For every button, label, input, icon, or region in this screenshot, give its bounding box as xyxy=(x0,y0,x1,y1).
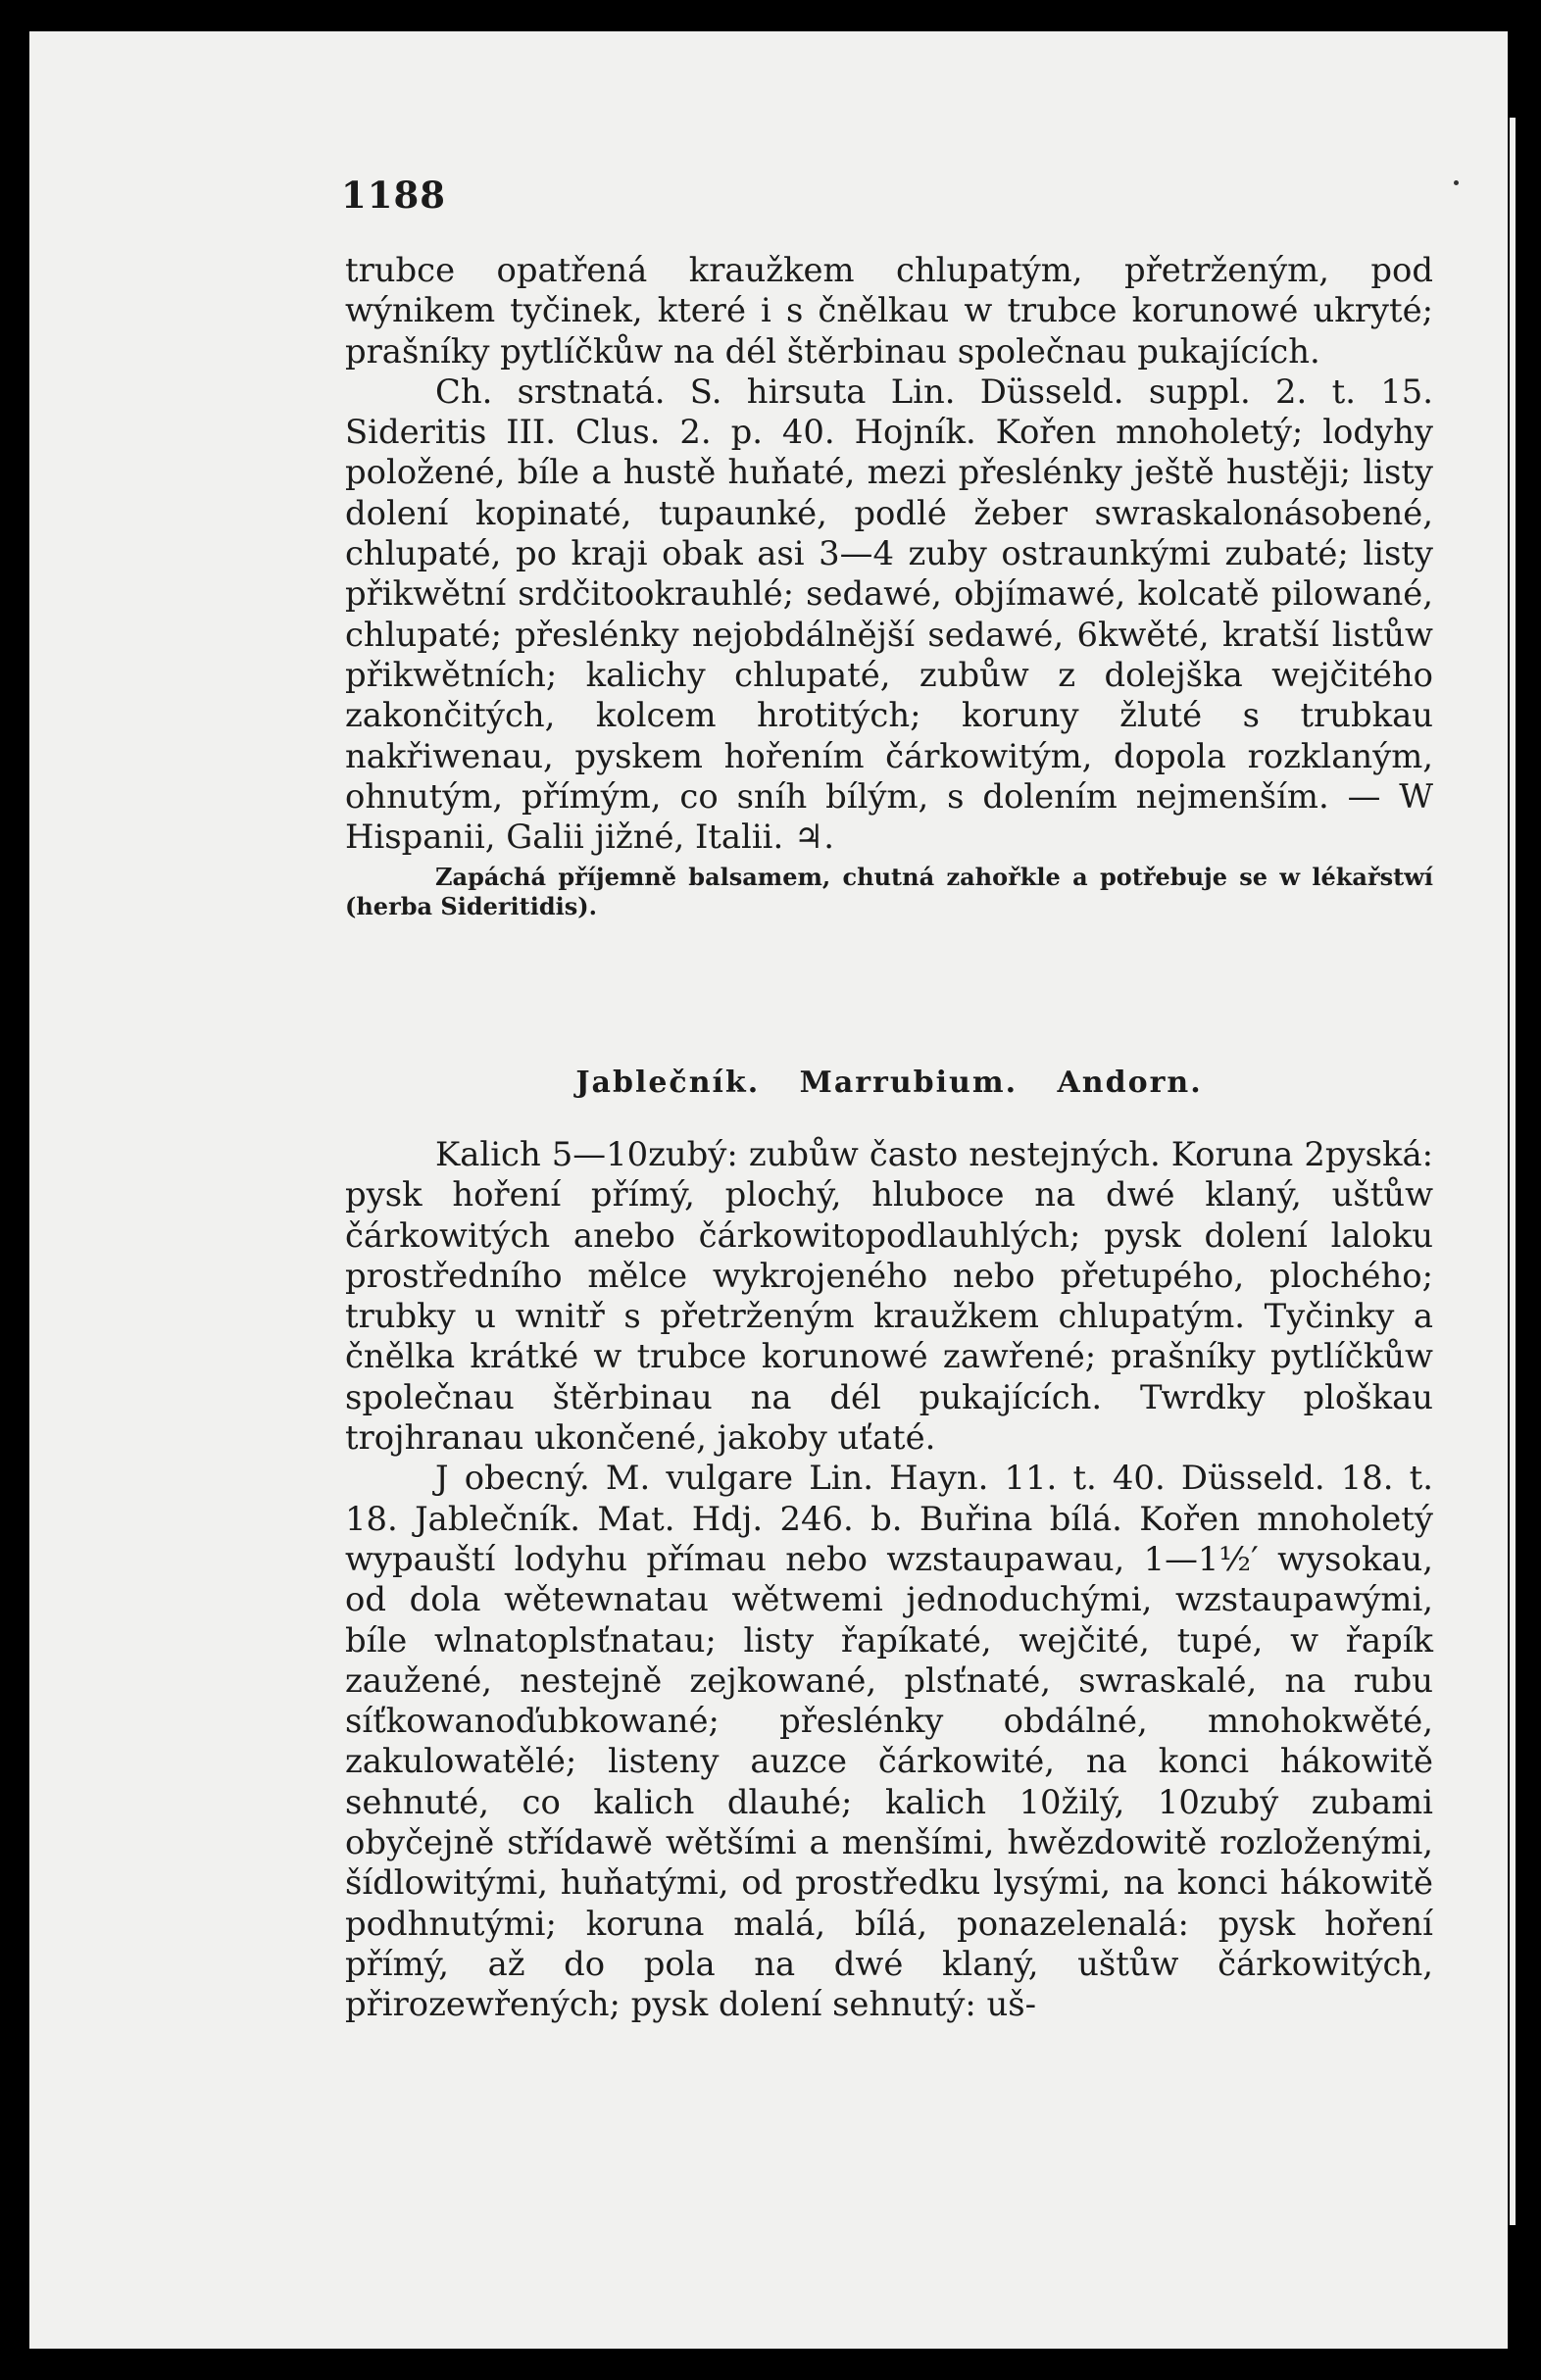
genus-description: Kalich 5—10zubý: zubůw často nestejných. Koruna 2pyská: pysk hoření přímý, plochý, hluboce na dwé klaný, uštůw čárkowitých anebo čárkowitopodlauhlých; pysk dolení laloku prostředního mělce wykrojeného nebo přetupého, plochého; trubky u wnitř s přetrženým kraužkem chlupatým. Tyčinky a čnělka krátké w trubce korunowé zawřené; prašníky pytlíčkůw společnau štěrbinau na dél pukajících. Twrdky ploškau trojhranau ukončené, jakoby uťaté. xyxy=(345,1135,1433,1458)
page-number: 1188 xyxy=(341,174,446,217)
book-page xyxy=(29,31,1508,2349)
intro-paragraph: trubce opatřená kraužkem chlupatým, přetrženým, pod wýnikem tyčinek, které i s čnělkau w trubce korunowé ukryté; prašníky pytlíčkůw na dél štěrbinau společnau pukajících. xyxy=(345,251,1433,371)
genus-heading xyxy=(345,1066,1433,1100)
ink-speck xyxy=(1454,180,1459,185)
section-marrubium xyxy=(345,1134,1433,2025)
genus-name-latin: Marrubium. xyxy=(799,1066,1019,1100)
page-edge xyxy=(1510,118,1516,2225)
species-entry-sideritis-hirsuta: Ch. srstnatá. S. hirsuta Lin. Düsseld. suppl. 2. t. 15. Sideritis III. Clus. 2. p. 40. Hojník. Kořen mnoholetý; lodyhy položené, bíle a hustě huňaté, mezi přeslénky ještě hustěji; listy dolení kopinaté, tupaunké, podlé žeber swraskalonásobené, chlupaté, po kraji obak asi 3—4 zuby ostraunkými zubaté; listy přikwětní srdčitookrauhlé; sedawé, objímawé, kolcatě pilowané, chlupaté; přeslénky nejobdálnější sedawé, 6kwěté, kratší listůw přikwětních; kalichy chlupaté, zubůw z dolejška wejčitého zakončitých, kolcem hrotitých; koruny žluté s trubkau nakřiwenau, pyskem hořením čárkowitým, dopola rozklaným, ohnutým, přímým, co sníh bílým, s dolením nejmenším. — W Hispanii, Galii jižné, Italii. ♃. xyxy=(345,372,1433,857)
usage-note: Zapáchá příjemně balsamem, chutná zahořkle a potřebuje se w lékařstwí (herba Sideritidis). xyxy=(345,863,1433,921)
genus-name-german: Andorn. xyxy=(1057,1066,1203,1100)
species-entry-marrubium-vulgare: J obecný. M. vulgare Lin. Hayn. 11. t. 40. Düsseld. 18. t. 18. Jablečník. Mat. Hdj. 246. b. Buřina bílá. Kořen mnoholetý wypauští lodyhu přímau nebo wzstaupawau, 1—1½′ wysokau, od dola wětewnatau wětwemi jednoduchými, wzstaupawými, bíle wlnatoplsťnatau; listy řapíkaté, wejčité, tupé, w řapík zaužené, nestejně zejkowané, plsťnaté, swraskalé, na rubu síťkowanoďubkowané; přeslénky obdálné, mnohokwěté, zakulowatělé; listeny auzce čárkowité, na konci hákowitě sehnuté, co kalich dlauhé; kalich 10žilý, 10zubý zubami obyčejně střídawě wětšími a menšími, hwězdowitě rozloženými, šídlowitými, huňatými, od prostředku lysými, na konci hákowitě podhnutými; koruna malá, bílá, ponazelenalá: pysk hoření přímý, až do pola na dwé klaný, uštůw čárkowitých, přirozewřených; pysk dolení sehnutý: uš- xyxy=(345,1459,1433,2024)
section-sideritis xyxy=(345,250,1433,921)
genus-name-czech: Jablečník. xyxy=(575,1066,761,1100)
